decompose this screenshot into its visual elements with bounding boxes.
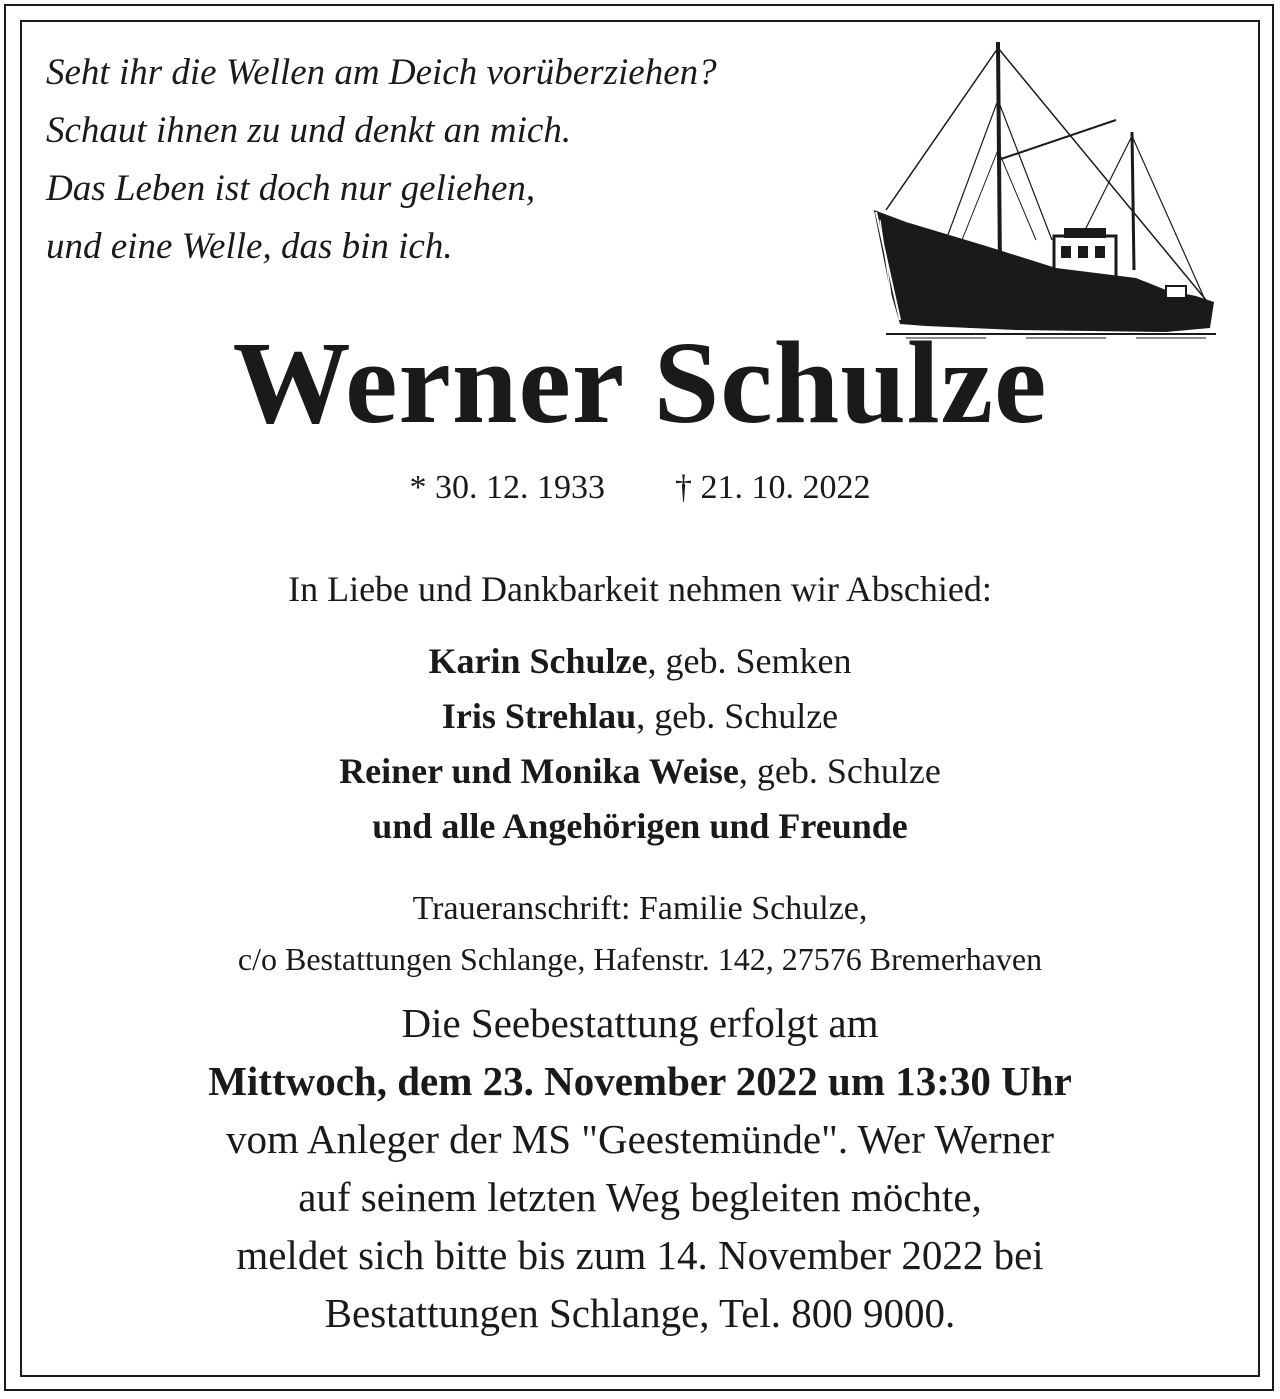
birth-date: * 30. 12. 1933 [409, 469, 605, 506]
family-member [0, 799, 1280, 854]
burial-notice [0, 994, 1280, 1342]
burial-line: Bestattungen Schlange, Tel. 800 9000. [324, 1290, 956, 1336]
burial-line: auf seinem letzten Weg begleiten möchte, [298, 1174, 982, 1220]
family-member-suffix: , geb. Semken [647, 641, 852, 681]
family-member-name: Karin Schulze [428, 641, 648, 681]
mourning-address [0, 884, 1280, 984]
farewell-text: In Liebe und Dankbarkeit nehmen wir Abschied: [288, 569, 992, 609]
deceased-name: Werner Schulze [232, 317, 1048, 448]
family-member [0, 744, 1280, 799]
burial-date-line: Mittwoch, dem 23. November 2022 um 13:30 Uhr [208, 1058, 1072, 1104]
address-line: c/o Bestattungen Schlange, Hafenstr. 142, 27576 Bremerhaven [237, 941, 1043, 977]
burial-line: vom Anleger der MS "Geestemünde". Wer Werner [225, 1116, 1055, 1162]
poem-line: Das Leben ist doch nur geliehen, [46, 168, 536, 209]
address-line: Traueranschrift: Familie Schulze, [412, 890, 868, 927]
family-member-suffix: , geb. Schulze [738, 751, 941, 791]
family-member [0, 689, 1280, 744]
family-member-name: Iris Strehlau [441, 696, 637, 736]
poem-line: Seht ihr die Wellen am Deich vorüberziehen? [46, 52, 717, 93]
poem [46, 44, 717, 276]
life-dates [0, 466, 1280, 510]
family-member [0, 634, 1280, 689]
poem-line: und eine Welle, das bin ich. [46, 226, 453, 267]
family-member-name: Reiner und Monika Weise [339, 751, 739, 791]
ship-icon [866, 40, 1226, 340]
family-member-name: und alle Angehörigen und Freunde [372, 806, 908, 846]
family-list [0, 634, 1280, 854]
family-member-suffix: , geb. Schulze [636, 696, 839, 736]
burial-line: meldet sich bitte bis zum 14. November 2022 bei [236, 1232, 1044, 1278]
burial-line: Die Seebestattung erfolgt am [401, 1000, 879, 1046]
death-date: † 21. 10. 2022 [675, 469, 871, 506]
poem-line: Schaut ihnen zu und denkt an mich. [46, 110, 572, 151]
